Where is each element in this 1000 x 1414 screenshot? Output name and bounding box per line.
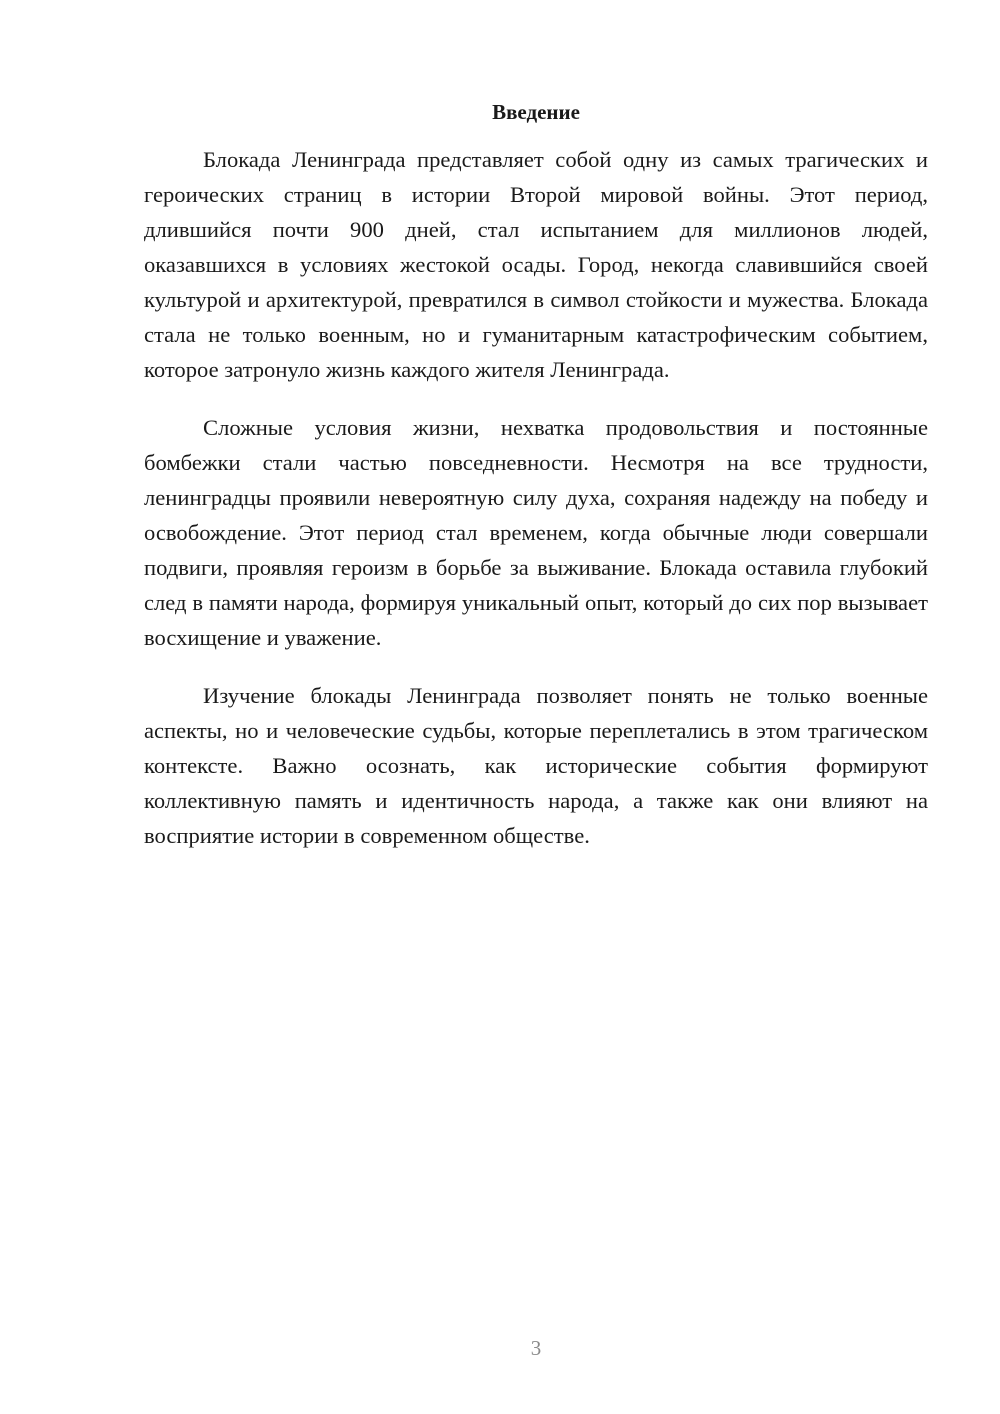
page-number: 3 xyxy=(530,1336,542,1360)
paragraph-1: Блокада Ленинграда представляет собой одну из самых трагических и героических страниц в истории Второй мировой войны. Этот период, длившийся почти 900 дней, стал испытанием для миллионов людей, оказавшихся в условиях жестокой осады. Город, некогда славившийся своей культурой и архитектурой, превратился в символ стойкости и мужества. Блокада стала не только военным, но и гуманитарным катастрофическим событием, которое затронуло жизнь каждого жителя Ленинграда. xyxy=(144,147,928,382)
section-heading: Введение xyxy=(492,100,580,124)
paragraph-2: Сложные условия жизни, нехватка продовольствия и постоянные бомбежки стали частью повседневности. Несмотря на все трудности, ленинградцы проявили невероятную силу духа, сохраняя надежду на победу и освобождение. Этот период стал временем, когда обычные люди совершали подвиги, проявляя героизм в борьбе за выживание. Блокада оставила глубокий след в памяти народа, формируя уникальный опыт, который до сих пор вызывает восхищение и уважение. xyxy=(144,415,928,650)
paragraph-3: Изучение блокады Ленинграда позволяет понять не только военные аспекты, но и человеческие судьбы, которые переплетались в этом трагическом контексте. Важно осознать, как исторические события формируют коллективную память и идентичность народа, а также как они влияют на восприятие истории в современном обществе. xyxy=(144,683,928,848)
body-text xyxy=(144,142,928,876)
